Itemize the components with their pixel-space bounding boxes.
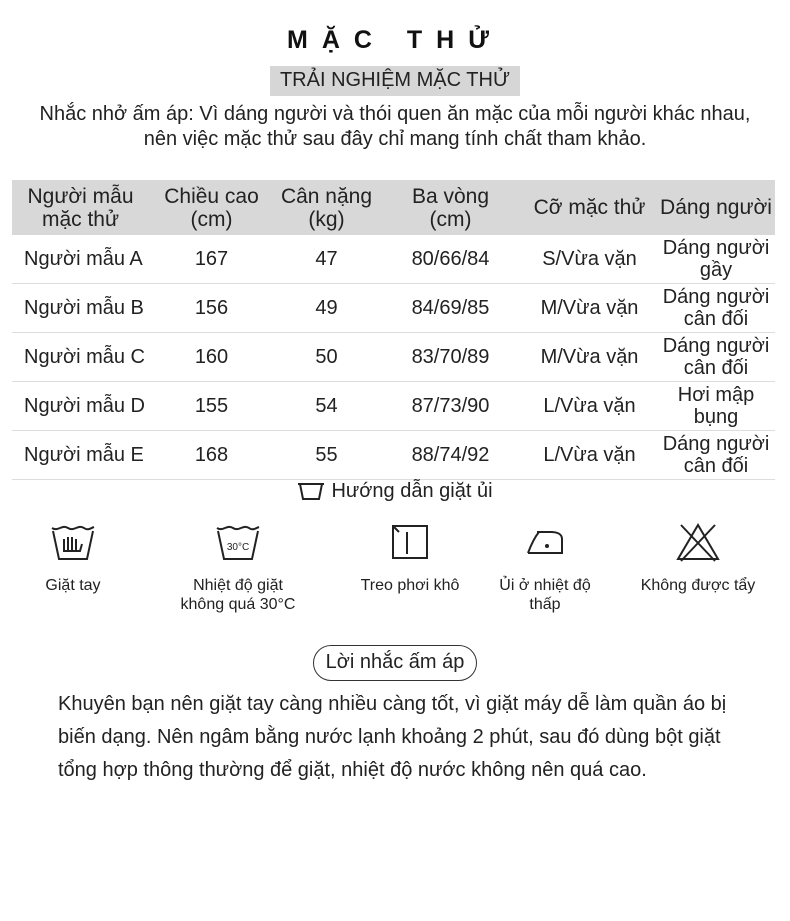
cell-body: Dáng người gầy (657, 235, 775, 284)
cell-body: Dáng người cân đối (657, 284, 775, 333)
cell-size: M/Vừa vặn (522, 284, 657, 333)
cell-weight: 49 (274, 284, 379, 333)
cell-height: 156 (149, 284, 274, 333)
cell-model: Người mẫu A (12, 235, 149, 284)
reminder-note (30, 102, 760, 152)
col-header-height: Chiều cao (cm) (149, 180, 274, 235)
care-label: Treo phơi khô (360, 577, 460, 594)
col-header-weight: Cân nặng (kg) (274, 180, 379, 235)
cell-measurements: 87/73/90 (379, 382, 522, 431)
col-header-measurements: Ba vòng (cm) (379, 180, 522, 235)
col-header-body: Dáng người (657, 180, 775, 235)
wash-30c-icon (215, 522, 261, 562)
cell-body: Hơi mập bụng (657, 382, 775, 431)
cell-weight: 54 (274, 382, 379, 431)
cell-measurements: 88/74/92 (379, 431, 522, 480)
cell-size: M/Vừa vặn (522, 333, 657, 382)
wash-temp-text: 30°C (226, 542, 250, 553)
advice-line: biến dạng. Nên ngâm bằng nước lạnh khoảng 2 phút, sau đó dùng bột giặt (58, 726, 721, 748)
try-on-table (12, 180, 775, 480)
care-label: Nhiệt độ giặt (193, 577, 283, 594)
note-line: nên việc mặc thử sau đây chỉ mang tính chất tham khảo. (143, 128, 647, 150)
advice-line: tổng hợp thông thường để giặt, nhiệt độ nước không nên quá cao. (58, 759, 647, 781)
advice-line: Khuyên bạn nên giặt tay càng nhiều càng tốt, vì giặt máy dễ làm quần áo bị (58, 693, 727, 715)
cell-measurements: 83/70/89 (379, 333, 522, 382)
col-header-model: Người mẫu mặc thử (12, 180, 149, 235)
cell-size: L/Vừa vặn (522, 382, 657, 431)
cell-height: 155 (149, 382, 274, 431)
cell-model: Người mẫu B (12, 284, 149, 333)
table-row (12, 235, 775, 284)
cell-body: Dáng người cân đối (657, 431, 775, 480)
no-bleach-icon (675, 521, 721, 563)
cell-size: L/Vừa vặn (522, 431, 657, 480)
hand-wash-icon (50, 522, 96, 562)
table-row (12, 284, 775, 333)
cell-size: S/Vừa vặn (522, 235, 657, 284)
table-row (12, 382, 775, 431)
cell-measurements: 84/69/85 (379, 284, 522, 333)
care-label: Giặt tay (45, 577, 101, 594)
care-label: Ủi ở nhiệt độ (499, 577, 591, 594)
cell-measurements: 80/66/84 (379, 235, 522, 284)
cell-height: 167 (149, 235, 274, 284)
cell-height: 168 (149, 431, 274, 480)
subtitle: TRẢI NGHIỆM MẶC THỬ (270, 66, 520, 96)
care-item-no-bleach (618, 520, 778, 595)
wash-guide-title: Hướng dẫn giặt ủi (331, 480, 493, 502)
reminder-pill-wrap (0, 645, 790, 681)
care-label: thấp (529, 596, 561, 613)
line-dry-icon (390, 522, 430, 562)
care-item-low-iron (465, 520, 625, 614)
cell-weight: 55 (274, 431, 379, 480)
care-item-hand-wash (0, 520, 153, 595)
wash-basin-icon (297, 481, 325, 501)
table-row (12, 431, 775, 480)
care-label: Không được tẩy (640, 577, 756, 594)
reminder-pill: Lời nhắc ấm áp (313, 645, 478, 681)
cell-model: Người mẫu E (12, 431, 149, 480)
cell-model: Người mẫu C (12, 333, 149, 382)
subtitle-banner (0, 66, 790, 96)
table-header-row (12, 180, 775, 235)
low-iron-icon (525, 526, 565, 558)
page-title: MẶC THỬ (287, 26, 503, 54)
cell-weight: 50 (274, 333, 379, 382)
care-advice (58, 688, 758, 787)
cell-weight: 47 (274, 235, 379, 284)
cell-model: Người mẫu D (12, 382, 149, 431)
wash-guide-heading (0, 480, 790, 503)
note-line: Nhắc nhở ấm áp: Vì dáng người và thói quen ăn mặc của mỗi người khác nhau, (39, 103, 751, 125)
cell-height: 160 (149, 333, 274, 382)
cell-body: Dáng người cân đối (657, 333, 775, 382)
col-header-size: Cỡ mặc thử (522, 180, 657, 235)
care-item-wash-30 (158, 520, 318, 614)
table-row (12, 333, 775, 382)
care-label: không quá 30°C (180, 596, 296, 613)
